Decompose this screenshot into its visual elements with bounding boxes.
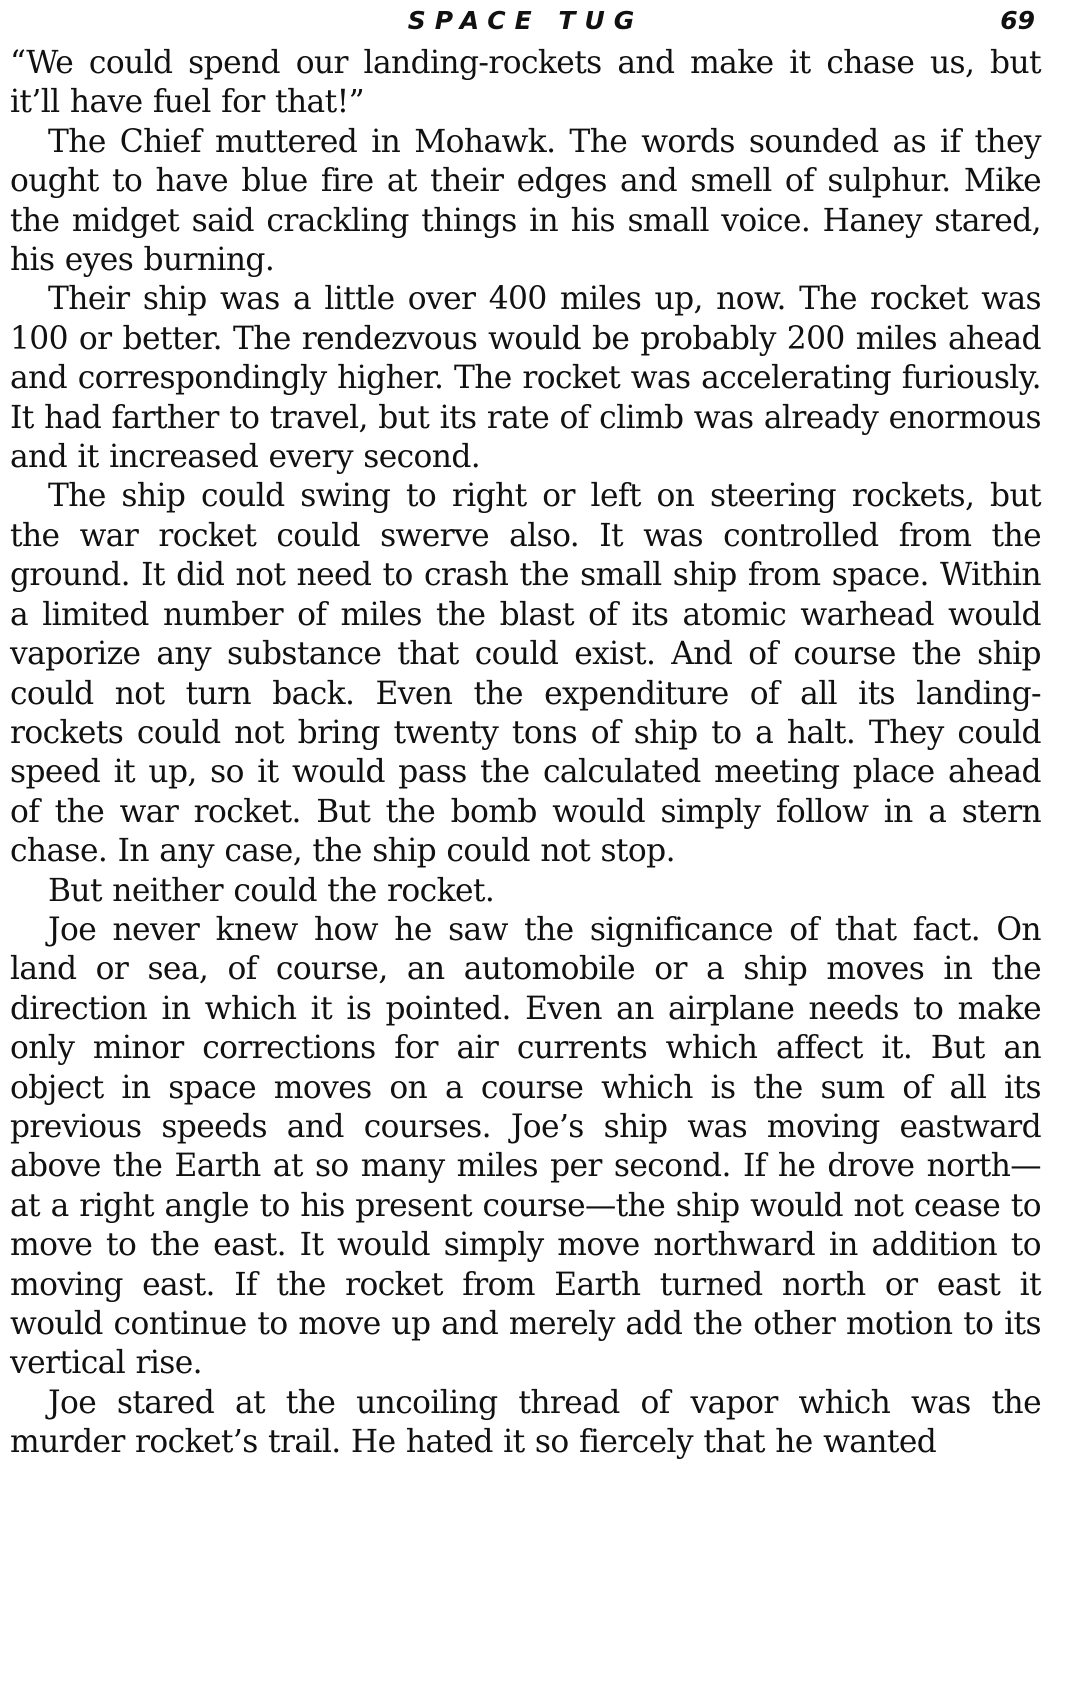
- paragraph-3: Their ship was a little over 400 miles up, now. The rocket was 100 or better. The rendezvous would be probably 200 miles ahead and correspondingly higher. The rocket was accelerating furiously. It had farther to travel, but its rate of climb was already enormous and it increased every second.: [10, 281, 1041, 476]
- running-title: SPACE TUG: [407, 6, 644, 35]
- paragraph-4: The ship could swing to right or left on steering rockets, but the war rocket could swerve also. It was controlled from the ground. It did not need to crash the small ship from space. Within a limited number of miles the blast of its atomic warhead would vaporize any substance that could exist. And of course the ship could not turn back. Even the expenditure of all its landing-rockets could not bring twenty tons of ship to a halt. They could speed it up, so it would pass the calculated meeting place ahead of the war rocket. But the bomb would simply follow in a stern chase. In any case, the ship could not stop.: [10, 478, 1041, 870]
- paragraph-6: Joe never knew how he saw the significance of that fact. On land or sea, of course, an automobile or a ship moves in the direction in which it is pointed. Even an airplane needs to make only minor corrections for air currents which affect it. But an object in space moves on a course which is the sum of all its previous speeds and courses. Joe’s ship was moving eastward above the Earth at so many miles per second. If he drove north—at a right angle to his present course—the ship would not cease to move to the east. It would simply move northward in addition to moving east. If the rocket from Earth turned north or east it would continue to move up and merely add the other motion to its vertical rise.: [10, 911, 1041, 1382]
- body-text: [10, 44, 1041, 1463]
- page-number: 69: [1000, 6, 1035, 35]
- running-header: [10, 0, 1041, 44]
- paragraph-5: But neither could the rocket.: [48, 872, 495, 909]
- paragraph-2: The Chief muttered in Mohawk. The words sounded as if they ought to have blue fire at their edges and smell of sulphur. Mike the midget said crackling things in his small voice. Haney stared, his eyes burning.: [10, 123, 1041, 279]
- paragraph-1: “We could spend our landing-rockets and make it chase us, but it’ll have fuel for that!”: [10, 45, 1041, 121]
- paragraph-7: Joe stared at the uncoiling thread of vapor which was the murder rocket’s trail. He hated it so fiercely that he wanted: [10, 1384, 1041, 1461]
